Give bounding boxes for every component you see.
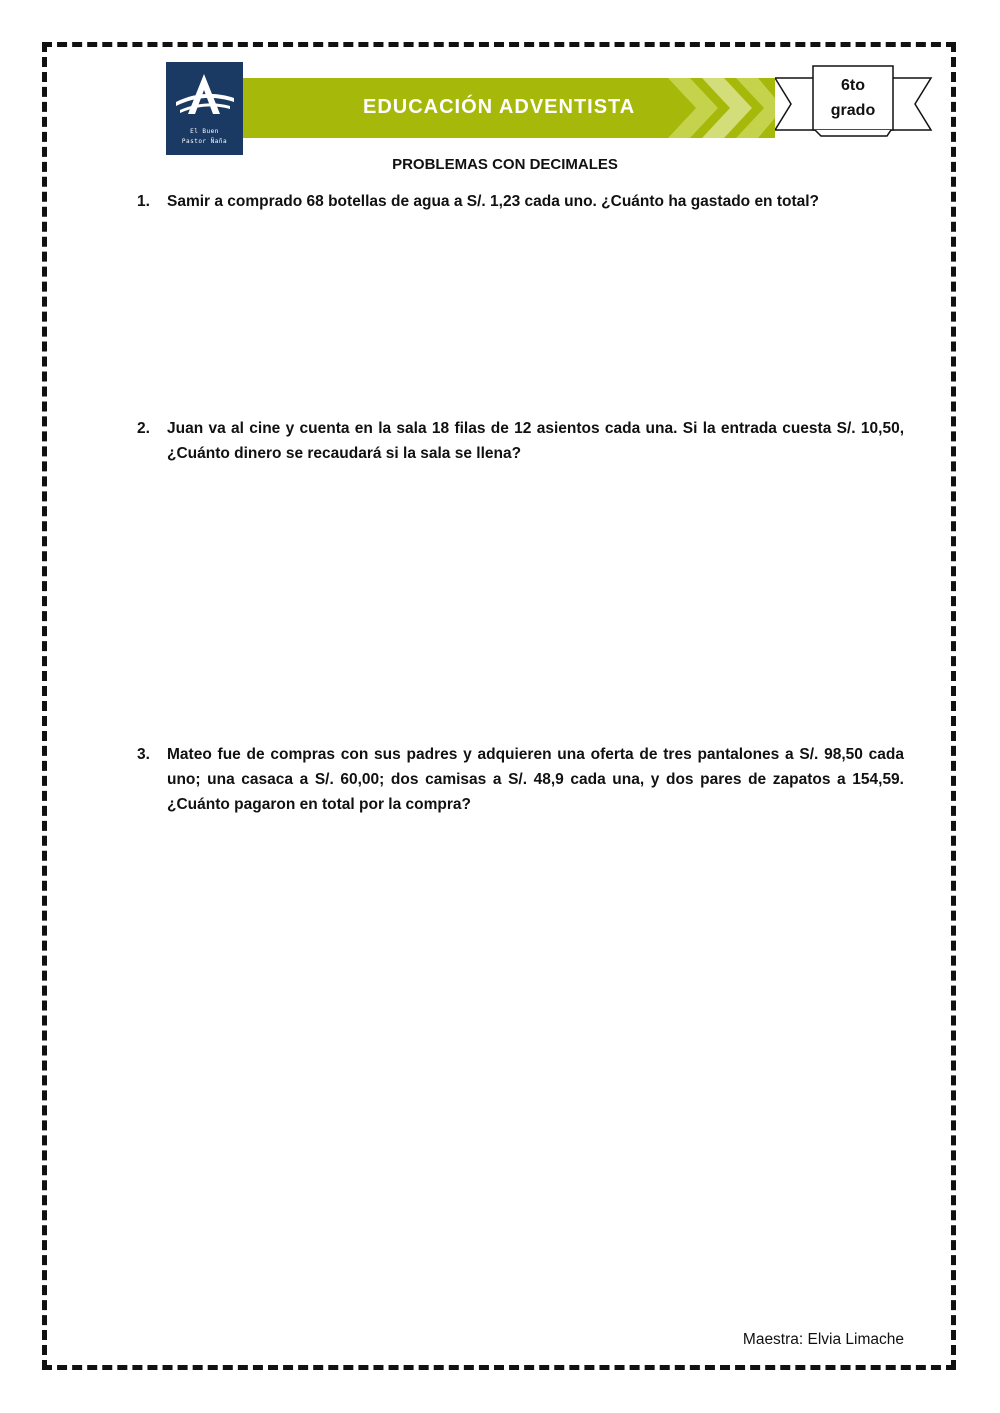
- problem-text: Samir a comprado 68 botellas de agua a S/. 1,23 cada uno. ¿Cuánto ha gastado en total?: [167, 193, 820, 210]
- worksheet-title: PROBLEMAS CON DECIMALES: [392, 156, 618, 173]
- problem-number: 2.: [137, 420, 150, 437]
- teacher-signature: Maestra: Elvia Limache: [742, 1331, 904, 1348]
- problem-number: 1.: [137, 193, 150, 210]
- grade-label: [814, 73, 892, 123]
- dashed-page-border: [42, 42, 956, 1370]
- banner-title: EDUCACIÓN ADVENTISTA: [363, 96, 636, 118]
- grade-word: grado: [830, 102, 876, 119]
- logo-line-1: El Buen: [190, 128, 219, 135]
- grade-number: 6to: [841, 77, 865, 94]
- logo-line-2: Pastor Ñaña: [181, 138, 228, 145]
- school-logo: [166, 62, 243, 155]
- problem-text: Juan va al cine y cuenta en la sala 18 filas de 12 asientos cada una. Si la entrada cuesta S/. 10,50, ¿Cuánto dinero se recaudará si la sala se llena?: [167, 420, 904, 462]
- problem-1: [137, 189, 904, 214]
- logo-a-icon: [166, 62, 243, 128]
- chevron-arrows-icon: [668, 78, 775, 138]
- problem-text: Mateo fue de compras con sus padres y adquieren una oferta de tres pantalones a S/. 98,50 cada uno; una casaca a S/. 60,00; dos camisas a S/. 48,9 cada una, y dos pares de zapatos a 154,59. ¿Cuánto pagaron en total por la compra?: [167, 746, 904, 813]
- problem-3: [137, 742, 904, 817]
- problem-2: [137, 416, 904, 466]
- problem-number: 3.: [137, 746, 150, 763]
